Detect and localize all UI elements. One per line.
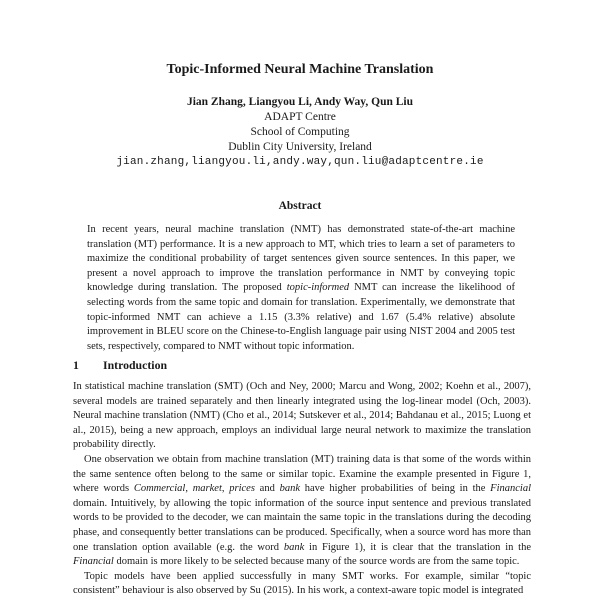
section-number: 1 bbox=[73, 358, 79, 372]
abstract-emphasis: topic-informed bbox=[286, 282, 350, 294]
author-block bbox=[0, 95, 600, 170]
affiliation-university: Dublin City University, Ireland bbox=[228, 141, 372, 153]
abstract-body bbox=[87, 223, 515, 354]
abstract-heading: Abstract bbox=[278, 200, 322, 212]
affiliation-school: School of Computing bbox=[250, 126, 350, 138]
paper-title: Topic-Informed Neural Machine Translation bbox=[166, 62, 434, 77]
section-title: Introduction bbox=[103, 358, 168, 372]
introduction-body bbox=[73, 380, 531, 599]
abstract-paragraph: In recent years, neural machine translation (NMT) has demonstrated state-of-the-art machine translation (MT) performance. It is a new approach to MT, which tries to learn a set of parameters to maximize the conditional probability of target sentences given source sentences. In this paper, we present a novel approach to improve the translation performance in NMT by conveying topic knowledge during translation. The proposed topic-informed NMT can increase the likelihood of selecting words from the same topic and domain for translation. Experimentally, we demonstrate that topic-informed NMT can achieve a 1.15 (3.3% relative) and 1.67 (5.4% relative) absolute improvement in BLEU score on the Chinese-to-English language pair using NIST 2004 and 2005 test sets, respectively, compared to NMT without topic information. bbox=[87, 224, 515, 352]
intro-paragraph-3: Topic models have been applied successfully in many SMT works. For example, similar “topic consistent” behaviour is also observed by Su (2015). In his work, a context-aware topic model is integrated bbox=[73, 570, 531, 597]
author-names: Jian Zhang, Liangyou Li, Andy Way, Qun Liu bbox=[186, 96, 414, 108]
intro-paragraph-2: One observation we obtain from machine translation (MT) training data is that some of the words within the same sentence often belong to the same or similar topic. Examine the example presented in Figure 1, where words Commercial, market, prices and bank have higher probabilities of being in the Financial domain. Intuitively, by allowing the topic information of the source input sentence and previous translated words to be provided to the decoder, we can maintain the same topic in the translations during the decoding phase, and consequently better translations can be produced. Specifically, when a source word has more than one translation option available (e.g. the word bank in Figure 1), it is clear that the translation in the Financial domain is more likely to be selected because many of the source words are from the same topic. bbox=[73, 453, 531, 568]
affiliation-centre: ADAPT Centre bbox=[264, 111, 336, 123]
intro-paragraph-1: In statistical machine translation (SMT) (Och and Ney, 2000; Marcu and Wong, 2002; Koehn et al., 2007), several models are trained separately and then linearly integrated using the log-linear model (Och, 2003). Neural machine translation (NMT) (Cho et al., 2014; Sutskever et al., 2014; Bahdanau et al., 2015; Luong et al., 2015), being a new approach, employs an individual large neural network to maximize the translation probability directly. bbox=[73, 381, 531, 451]
section-heading-introduction bbox=[73, 358, 167, 373]
author-emails: jian.zhang,liangyou.li,andy.way,qun.liu@adaptcentre.ie bbox=[116, 156, 484, 168]
